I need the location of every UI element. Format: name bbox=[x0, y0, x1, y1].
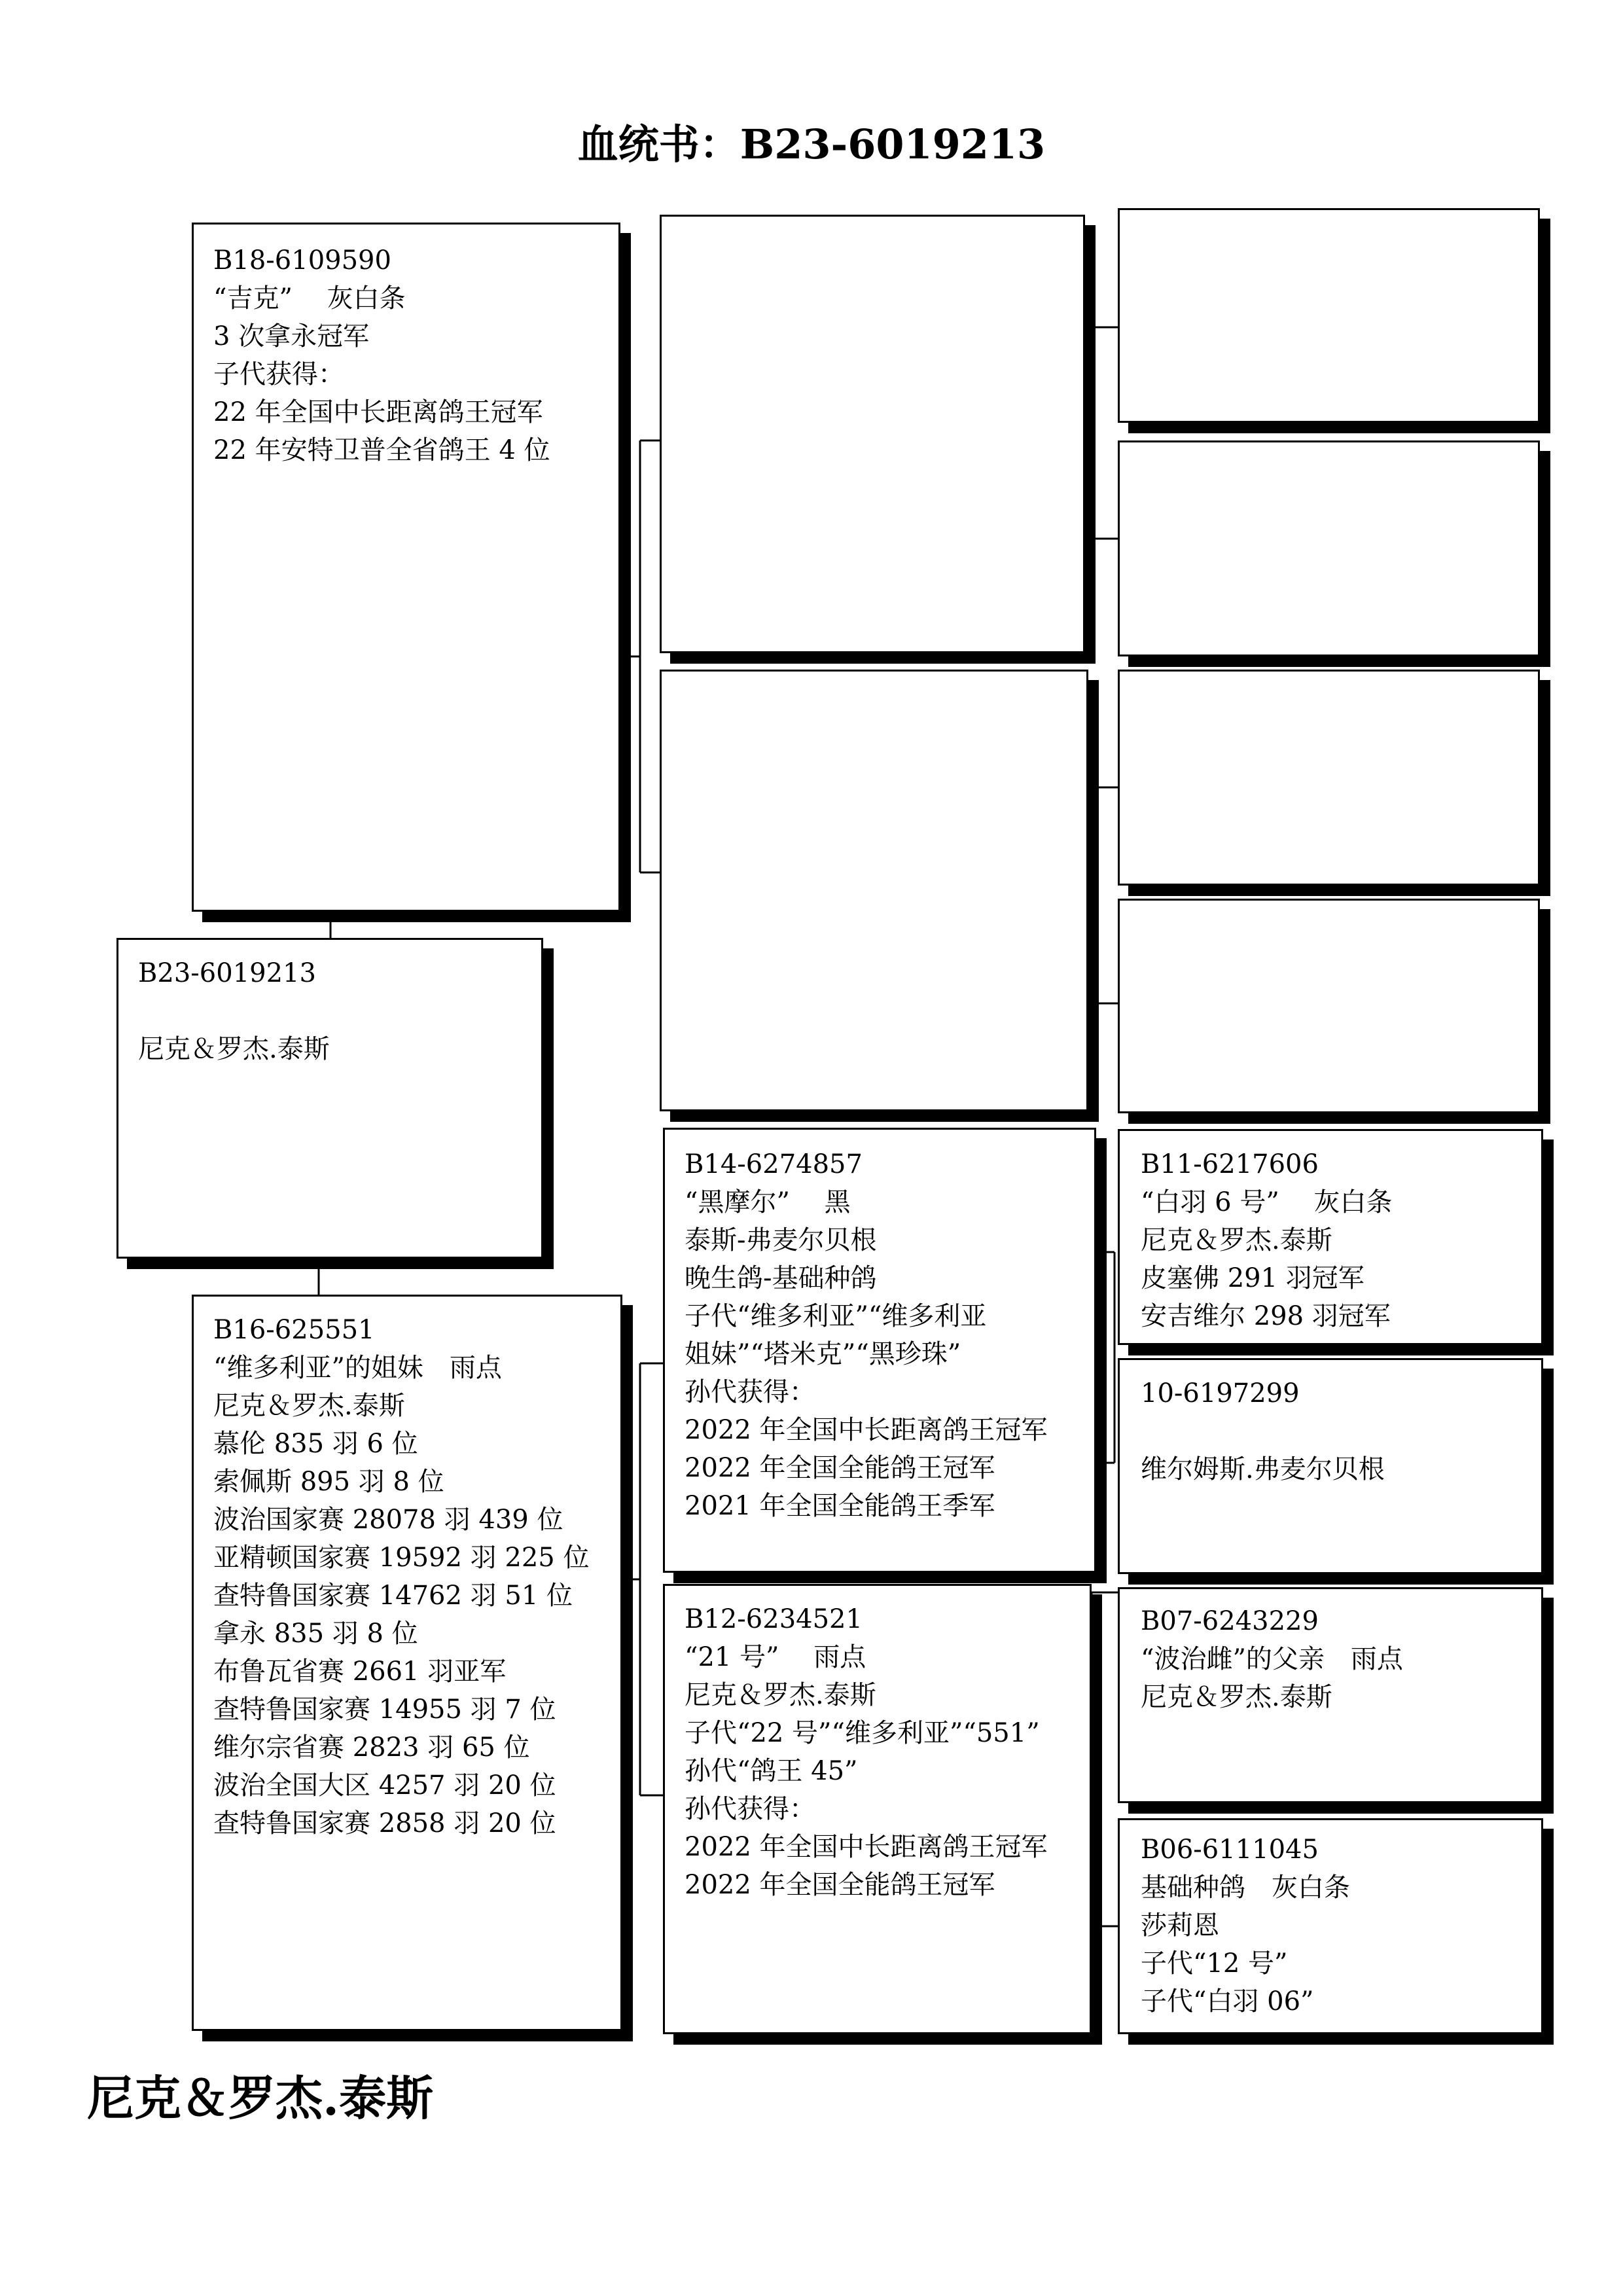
dam-dam-info-line: 孙代获得： bbox=[685, 1794, 815, 1824]
sire-info-line: 22 年安特卫普全省鸽王 4 位 bbox=[213, 435, 550, 465]
dam-sire-sire-info-line: 安吉维尔 298 羽冠军 bbox=[1141, 1301, 1391, 1331]
dam-info-line: 波治国家赛 28078 羽 439 位 bbox=[213, 1505, 563, 1535]
dam-sire-name-color: “黑摩尔” 黑 bbox=[685, 1187, 851, 1217]
dam-info-line: 布鲁瓦省赛 2661 羽亚军 bbox=[213, 1657, 507, 1687]
dam-sire-dam-blank-line bbox=[1141, 1412, 1528, 1450]
dam-info-line: 查特鲁国家赛 2858 羽 20 位 bbox=[213, 1808, 556, 1839]
dam-sire-dam-card bbox=[1118, 1358, 1543, 1574]
sire-dam-sire-card bbox=[1118, 670, 1540, 886]
sire-sire-card bbox=[660, 215, 1085, 653]
dam-info-line: 波治全国大区 4257 羽 20 位 bbox=[213, 1770, 556, 1801]
dam-sire-ring-number: B14-6274857 bbox=[685, 1149, 863, 1179]
dam-ring-number: B16-625551 bbox=[213, 1315, 375, 1345]
sire-name-color: “吉克” 灰白条 bbox=[213, 283, 406, 314]
dam-dam-sire-name-color: “波治雌”的父亲 雨点 bbox=[1141, 1644, 1403, 1674]
dam-dam-sire-owner: 尼克＆罗杰.泰斯 bbox=[1141, 1682, 1332, 1712]
dam-sire-info-line: 泰斯-弗麦尔贝根 bbox=[685, 1225, 877, 1255]
dam-dam-dam-card bbox=[1118, 1818, 1543, 2034]
dam-sire-sire-info-line: 皮塞佛 291 羽冠军 bbox=[1141, 1263, 1364, 1293]
dam-dam-dam-ring-number: B06-6111045 bbox=[1141, 1835, 1319, 1865]
dam-dam-info-line: 尼克＆罗杰.泰斯 bbox=[685, 1680, 876, 1710]
dam-sire-sire-name-color: “白羽 6 号” 灰白条 bbox=[1141, 1187, 1393, 1217]
sire-card bbox=[192, 223, 620, 912]
subject-ring-number: B23-6019213 bbox=[138, 958, 316, 988]
dam-dam-dam-name-color: 基础种鸽 灰白条 bbox=[1141, 1873, 1350, 1903]
dam-dam-info-line: 孙代“鸽王 45” bbox=[685, 1756, 858, 1786]
dam-info-line: 尼克＆罗杰.泰斯 bbox=[213, 1391, 405, 1421]
dam-sire-sire-card bbox=[1118, 1129, 1543, 1345]
dam-info-line: 维尔宗省赛 2823 羽 65 位 bbox=[213, 1732, 530, 1763]
dam-dam-name-color: “21 号” 雨点 bbox=[685, 1642, 866, 1672]
page-title: 血统书：B23-6019213 bbox=[577, 120, 1046, 168]
breeder-name-footer: 尼克＆罗杰.泰斯 bbox=[87, 2070, 434, 2126]
dam-dam-dam-info-line: 子代“白羽 06” bbox=[1141, 1986, 1314, 2017]
dam-sire-info-line: 2022 年全国全能鸽王冠军 bbox=[685, 1453, 995, 1483]
sire-dam-card bbox=[660, 670, 1088, 1111]
dam-info-line: 索佩斯 895 羽 8 位 bbox=[213, 1467, 444, 1497]
dam-dam-ring-number: B12-6234521 bbox=[685, 1604, 863, 1634]
dam-sire-info-line: 姐妹”“塔米克”“黑珍珠” bbox=[685, 1339, 961, 1369]
dam-sire-info-line: 孙代获得： bbox=[685, 1377, 815, 1407]
dam-sire-sire-info-line: 尼克＆罗杰.泰斯 bbox=[1141, 1225, 1332, 1255]
subject-owner: 尼克＆罗杰.泰斯 bbox=[138, 1034, 330, 1064]
sire-info-line: 22 年全国中长距离鸽王冠军 bbox=[213, 397, 543, 427]
sire-info-line: 子代获得： bbox=[213, 359, 344, 389]
dam-sire-info-line: 2022 年全国中长距离鸽王冠军 bbox=[685, 1415, 1048, 1445]
dam-dam-dam-info-line: 莎莉恩 bbox=[1141, 1910, 1219, 1941]
dam-sire-info-line: 晚生鸽-基础种鸽 bbox=[685, 1263, 877, 1293]
dam-info-line: 亚精顿国家赛 19592 羽 225 位 bbox=[213, 1543, 590, 1573]
dam-sire-info-line: 2021 年全国全能鸽王季军 bbox=[685, 1491, 995, 1521]
dam-dam-sire-ring-number: B07-6243229 bbox=[1141, 1606, 1319, 1636]
dam-name-color: “维多利亚”的姐妹 雨点 bbox=[213, 1353, 502, 1383]
dam-info-line: 查特鲁国家赛 14955 羽 7 位 bbox=[213, 1695, 556, 1725]
dam-card bbox=[192, 1295, 622, 2031]
subject-card bbox=[116, 938, 543, 1259]
dam-info-line: 拿永 835 羽 8 位 bbox=[213, 1619, 418, 1649]
dam-sire-dam-ring-number: 10-6197299 bbox=[1141, 1378, 1300, 1408]
subject-blank-line bbox=[138, 992, 528, 1030]
sire-info-line: 3 次拿永冠军 bbox=[213, 321, 370, 351]
dam-info-line: 查特鲁国家赛 14762 羽 51 位 bbox=[213, 1581, 573, 1611]
sire-sire-sire-card bbox=[1118, 208, 1540, 423]
sire-ring-number: B18-6109590 bbox=[213, 245, 391, 276]
dam-sire-info-line: 子代“维多利亚”“维多利亚 bbox=[685, 1301, 987, 1331]
dam-dam-dam-info-line: 子代“12 号” bbox=[1141, 1948, 1288, 1979]
dam-dam-info-line: 2022 年全国中长距离鸽王冠军 bbox=[685, 1832, 1048, 1862]
dam-info-line: 慕伦 835 羽 6 位 bbox=[213, 1429, 418, 1459]
dam-sire-dam-owner: 维尔姆斯.弗麦尔贝根 bbox=[1141, 1454, 1385, 1484]
dam-dam-sire-card bbox=[1118, 1587, 1543, 1803]
dam-sire-card bbox=[663, 1128, 1096, 1573]
sire-dam-dam-card bbox=[1118, 899, 1540, 1113]
dam-dam-card bbox=[663, 1584, 1092, 2034]
sire-sire-dam-card bbox=[1118, 440, 1540, 656]
dam-sire-sire-ring-number: B11-6217606 bbox=[1141, 1149, 1319, 1179]
dam-dam-info-line: 2022 年全国全能鸽王冠军 bbox=[685, 1870, 995, 1900]
dam-dam-info-line: 子代“22 号”“维多利亚”“551” bbox=[685, 1718, 1040, 1748]
